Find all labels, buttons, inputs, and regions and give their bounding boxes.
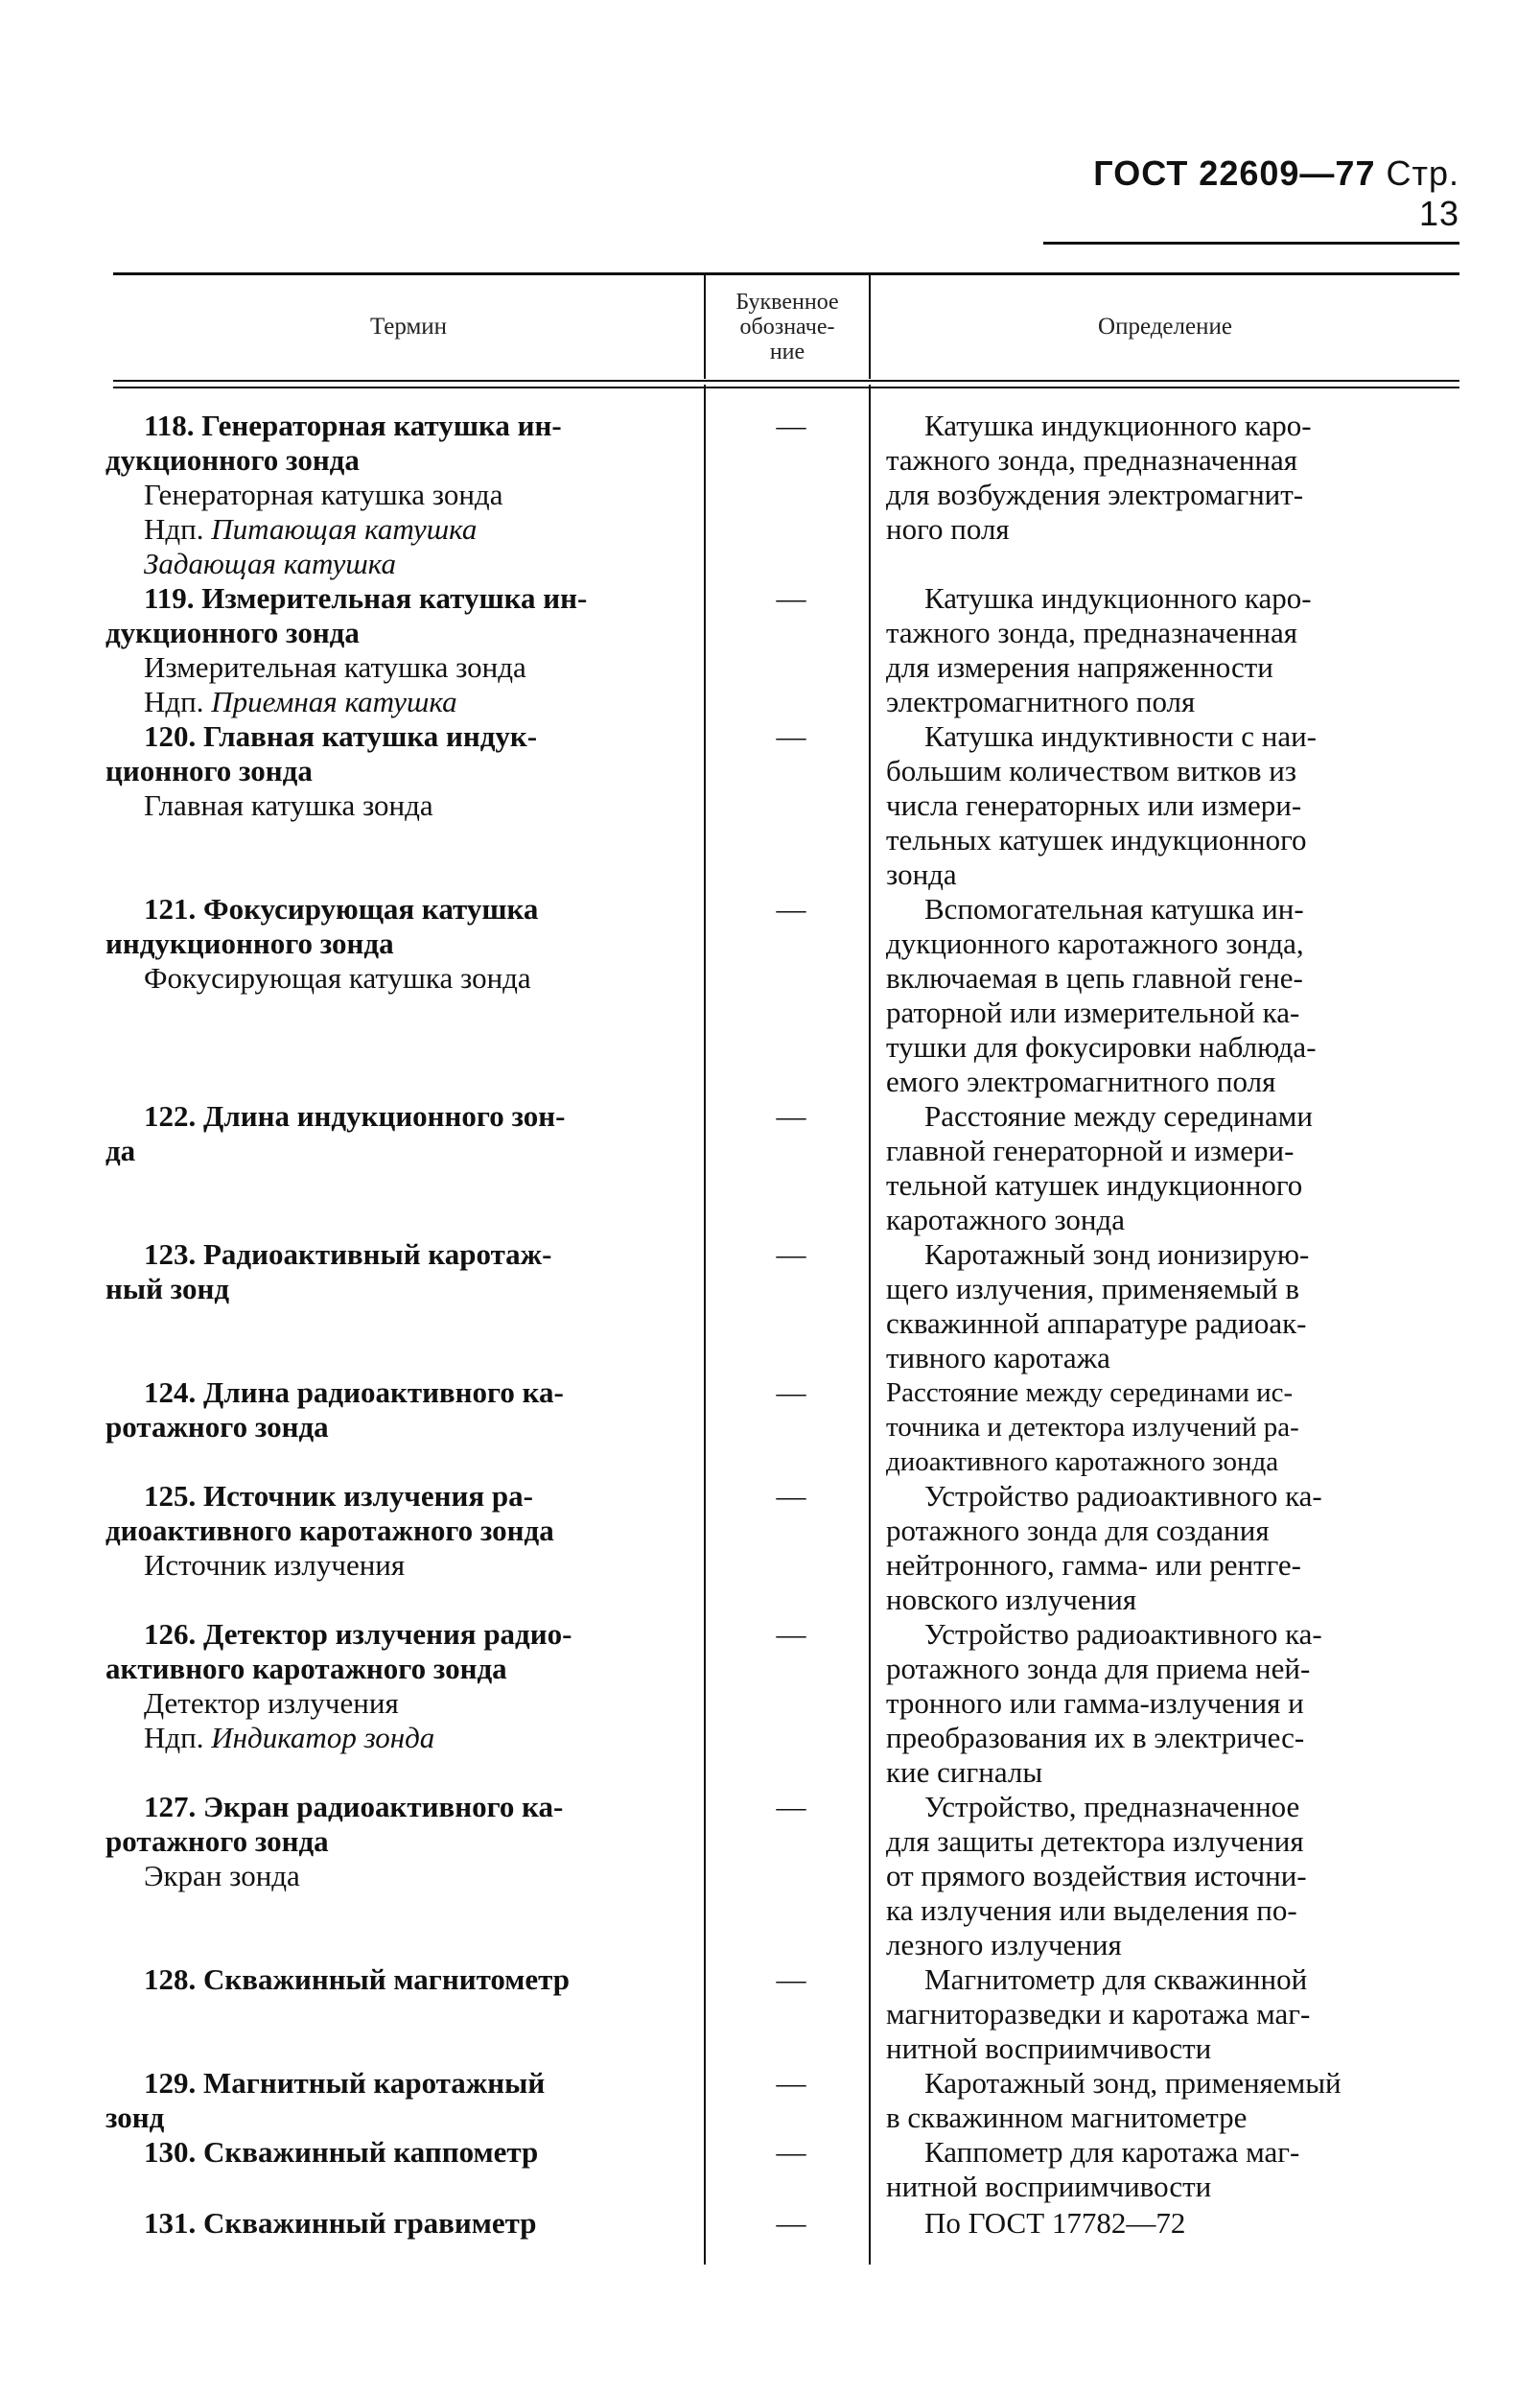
- term-title-line: зонд: [105, 2101, 165, 2134]
- term-title-line: 118. Генераторная катушка ин-: [144, 409, 562, 442]
- definition-line: нитной восприимчивости: [886, 2031, 1212, 2065]
- definition-line: новского излучения: [886, 1583, 1137, 1616]
- definition-cell: [886, 1617, 1461, 1790]
- term-cell: [105, 1479, 681, 1583]
- term-synonym: Главная катушка зонда: [144, 788, 433, 822]
- definition-line: магниторазведки и каротажа маг-: [886, 1997, 1311, 2031]
- definition-line: щего излучения, применяемый в: [886, 1272, 1300, 1305]
- column-header-letter-line: обозначе-: [739, 315, 835, 340]
- definition-line: для возбуждения электромагнит-: [886, 478, 1304, 511]
- definition-cell: [886, 2135, 1461, 2204]
- ndp-label: Ндп.: [144, 512, 204, 546]
- letter-designation: —: [776, 1479, 806, 1513]
- column-divider-left: [704, 385, 706, 2265]
- definition-line: Каппометр для каротажа маг-: [924, 2135, 1300, 2169]
- letter-designation: —: [776, 892, 806, 926]
- term-cell: [105, 892, 681, 996]
- definition-cell: [886, 1962, 1461, 2066]
- term-title-line: 128. Скважинный магнитометр: [144, 1962, 571, 1996]
- definition-cell: [886, 2206, 1461, 2241]
- definition-cell: [886, 892, 1461, 1099]
- column-header-letter: [704, 275, 871, 379]
- definition-line: Катушка индукционного каро-: [924, 409, 1312, 442]
- letter-designation: —: [776, 1237, 806, 1271]
- definition-line: емого электромагнитного поля: [886, 1065, 1276, 1098]
- definition-line: нейтронного, гамма- или рентге-: [886, 1548, 1302, 1582]
- term-title-line: 126. Детектор излучения радио-: [144, 1617, 572, 1651]
- letter-designation: —: [776, 1099, 806, 1133]
- definition-line: электромагнитного поля: [886, 685, 1196, 718]
- term-synonym: Генераторная катушка зонда: [144, 478, 503, 511]
- definition-cell: [886, 581, 1461, 719]
- column-header-term: Термин: [369, 314, 448, 340]
- definition-line: числа генераторных или измери-: [886, 788, 1302, 822]
- definition-line: диоактивного каротажного зонда: [886, 1446, 1279, 1477]
- term-title-line: активного каротажного зонда: [105, 1652, 507, 1685]
- term-title-line: 130. Скважинный каппометр: [144, 2135, 539, 2169]
- term-title-line: ротажного зонда: [105, 1410, 329, 1444]
- definition-line: включаемая в цепь главной гене-: [886, 961, 1303, 995]
- definition-line: ротажного зонда для создания: [886, 1514, 1270, 1547]
- term-title-line: индукционного зонда: [105, 927, 394, 960]
- definition-line: Катушка индукционного каро-: [924, 581, 1312, 615]
- term-cell: [105, 581, 681, 719]
- term-synonym: Экран зонда: [144, 1859, 300, 1892]
- definition-line: Магнитометр для скважинной: [924, 1962, 1308, 1996]
- definition-line: главной генераторной и измери-: [886, 1134, 1295, 1167]
- term-ndp-line: [105, 512, 681, 547]
- term-cell: [105, 719, 681, 823]
- definition-line: лезного излучения: [886, 1928, 1122, 1961]
- definition-line: каротажного зонда: [886, 1203, 1126, 1236]
- definition-cell: [886, 1375, 1461, 1479]
- definition-line: Расстояние между серединами ис-: [886, 1377, 1294, 1408]
- definition-line: Катушка индуктивности с наи-: [924, 719, 1317, 753]
- definition-line: тельной катушек индукционного: [886, 1168, 1303, 1202]
- table-header-double-rule: [113, 380, 1459, 388]
- column-header-definition: Определение: [1098, 314, 1232, 340]
- term-synonym: Фокусирующая катушка зонда: [144, 961, 531, 995]
- term-synonym: Источник излучения: [144, 1548, 406, 1582]
- term-title-line: ротажного зонда: [105, 1824, 329, 1858]
- term-cell: [105, 1375, 681, 1444]
- definition-line: большим количеством витков из: [886, 754, 1297, 787]
- term-title-line: дукционного зонда: [105, 616, 360, 649]
- term-title-line: 129. Магнитный каротажный: [144, 2066, 546, 2100]
- letter-designation: —: [776, 1790, 806, 1823]
- term-title-line: 125. Источник излучения ра-: [144, 1479, 533, 1513]
- definition-line: раторной или измерительной ка-: [886, 996, 1300, 1029]
- definition-line: в скважинном магнитометре: [886, 2101, 1248, 2134]
- definition-line: нитной восприимчивости: [886, 2170, 1212, 2203]
- letter-designation: —: [776, 1375, 806, 1409]
- term-title-line: 124. Длина радиоактивного ка-: [144, 1375, 564, 1409]
- term-cell: [105, 1237, 681, 1306]
- letter-designation: —: [776, 1962, 806, 1996]
- term-synonym: Измерительная катушка зонда: [144, 650, 526, 684]
- definition-cell: [886, 719, 1461, 892]
- term-title-line: 127. Экран радиоактивного ка-: [144, 1790, 564, 1823]
- term-cell: [105, 1962, 681, 1997]
- table-header: [113, 275, 1459, 379]
- definition-cell: [886, 409, 1461, 547]
- definition-line: для защиты детектора излучения: [886, 1824, 1304, 1858]
- definition-line: тельных катушек индукционного: [886, 823, 1307, 857]
- term-ndp-line: [105, 685, 681, 719]
- term-cell: [105, 2135, 681, 2170]
- definition-line: Расстояние между серединами: [924, 1099, 1313, 1133]
- definition-line: тушки для фокусировки наблюда-: [886, 1030, 1317, 1064]
- definition-cell: [886, 1099, 1461, 1237]
- term-title-line: ционного зонда: [105, 754, 313, 787]
- definition-line: Устройство радиоактивного ка-: [924, 1617, 1322, 1651]
- definition-line: тажного зонда, предназначенная: [886, 616, 1298, 649]
- deprecated-term: Питающая катушка: [211, 512, 478, 546]
- definition-cell: [886, 1790, 1461, 1962]
- definition-line: зонда: [886, 857, 957, 891]
- term-cell: [105, 2206, 681, 2241]
- letter-designation: —: [776, 2135, 806, 2169]
- letter-designation: —: [776, 409, 806, 442]
- definition-line: точника и детектора излучений ра-: [886, 1412, 1299, 1443]
- term-cell: [105, 2066, 681, 2135]
- definition-line: Каротажный зонд ионизирую-: [924, 1237, 1310, 1271]
- definition-line: ка излучения или выделения по-: [886, 1893, 1297, 1927]
- term-synonym: Детектор излучения: [144, 1686, 399, 1720]
- definition-line: тажного зонда, предназначенная: [886, 443, 1298, 477]
- standard-code: ГОСТ 22609—77: [1093, 153, 1376, 193]
- definition-cell: [886, 1479, 1461, 1617]
- definition-line: Устройство, предназначенное: [924, 1790, 1300, 1823]
- term-cell: [105, 1617, 681, 1755]
- letter-designation: —: [776, 2066, 806, 2100]
- term-title-line: диоактивного каротажного зонда: [105, 1514, 554, 1547]
- term-ndp-line: [105, 1721, 681, 1755]
- definition-line: ного поля: [886, 512, 1010, 546]
- definition-line: Вспомогательная катушка ин-: [924, 892, 1304, 926]
- term-cell: [105, 1790, 681, 1893]
- letter-designation: —: [776, 1617, 806, 1651]
- definition-line: преобразования их в электричес-: [886, 1721, 1305, 1754]
- definition-line: ротажного зонда для приема ней-: [886, 1652, 1311, 1685]
- deprecated-term: Индикатор зонда: [211, 1721, 435, 1754]
- term-cell: [105, 409, 681, 581]
- letter-designation: —: [776, 719, 806, 753]
- definition-line: скважинной аппаратуре радиоак-: [886, 1306, 1307, 1340]
- term-title-line: да: [105, 1134, 136, 1167]
- term-title-line: ный зонд: [105, 1272, 229, 1305]
- deprecated-term: Задающая катушка: [144, 547, 396, 580]
- page-number: Стр. 13: [1386, 153, 1459, 233]
- letter-designation: —: [776, 581, 806, 615]
- term-title-line: 123. Радиоактивный каротаж-: [144, 1237, 552, 1271]
- term-title-line: 122. Длина индукционного зон-: [144, 1099, 566, 1133]
- term-title-line: 131. Скважинный гравиметр: [144, 2206, 537, 2240]
- definition-line: от прямого воздействия источни-: [886, 1859, 1307, 1892]
- definition-line: Каротажный зонд, применяемый: [924, 2066, 1342, 2100]
- definition-line: тронного или гамма-излучения и: [886, 1686, 1304, 1720]
- letter-designation: —: [776, 2206, 806, 2240]
- definition-cell: [886, 2066, 1461, 2135]
- definition-line: для измерения напряженности: [886, 650, 1273, 684]
- ndp-label: Ндп.: [144, 685, 204, 718]
- definition-line: тивного каротажа: [886, 1341, 1110, 1374]
- term-title-line: 119. Измерительная катушка ин-: [144, 581, 588, 615]
- definition-line: Устройство радиоактивного ка-: [924, 1479, 1322, 1513]
- ndp-label: Ндп.: [144, 1721, 204, 1754]
- deprecated-term: Приемная катушка: [211, 685, 457, 718]
- definition-line: кие сигналы: [886, 1755, 1043, 1789]
- term-title-line: дукционного зонда: [105, 443, 360, 477]
- definition-line: дукционного каротажного зонда,: [886, 927, 1304, 960]
- term-title-line: 121. Фокусирующая катушка: [144, 892, 539, 926]
- page-header: [1043, 153, 1459, 245]
- column-header-letter-line: ние: [769, 340, 805, 364]
- definition-cell: [886, 1237, 1461, 1375]
- column-header-letter-line: Буквенное: [735, 290, 839, 315]
- term-cell: [105, 1099, 681, 1168]
- definition-line: По ГОСТ 17782—72: [924, 2206, 1186, 2240]
- term-title-line: 120. Главная катушка индук-: [144, 719, 538, 753]
